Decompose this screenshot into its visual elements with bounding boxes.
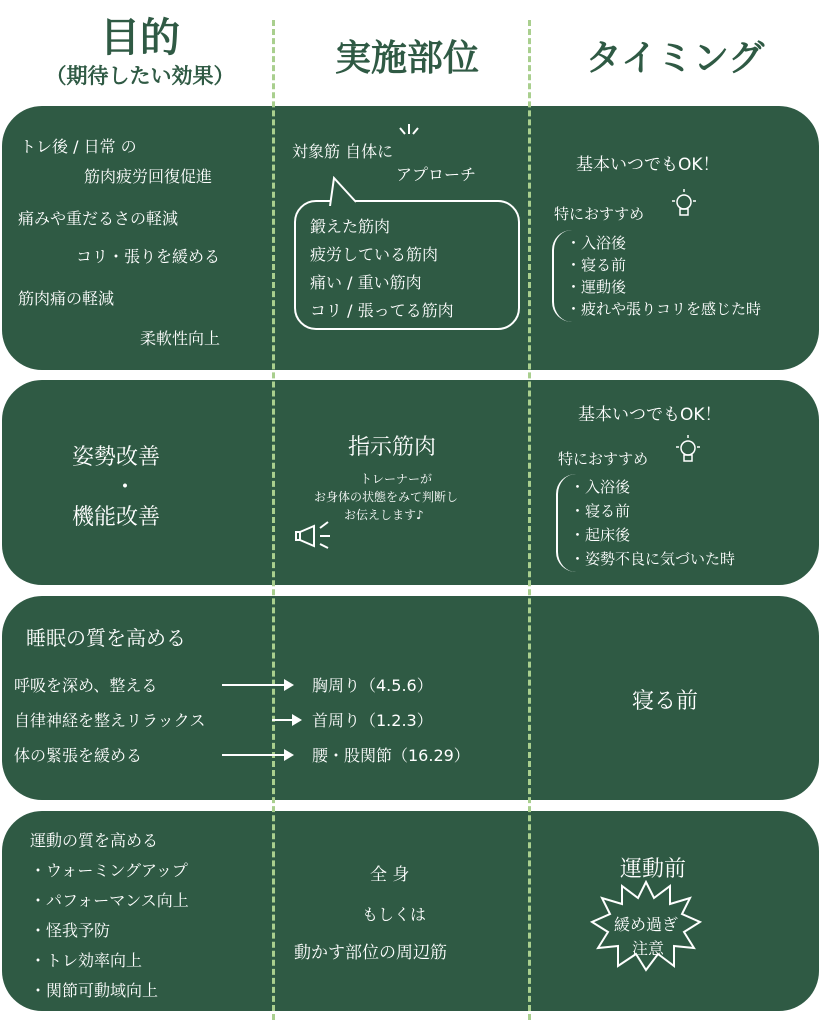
row2-purpose-2: 機能改善: [72, 505, 161, 530]
row3-right-1: 胸周り（4.5.6）: [312, 676, 433, 695]
header-timing: タイミング: [585, 38, 765, 79]
header-area: 実施部位: [334, 38, 479, 79]
row4-title: 運動の質を高める: [30, 831, 159, 850]
row1-purpose-2: 筋肉疲労回復促進: [84, 167, 213, 186]
row2-timing-item-1: ・入浴後: [570, 478, 631, 496]
row3-left-1: 呼吸を深め、整える: [14, 676, 158, 695]
row1-area-line1: 対象筋 自体に: [292, 142, 394, 161]
row1-area-item-1: 鍛えた筋肉: [310, 217, 391, 236]
row2-timing-item-2: ・寝る前: [570, 502, 631, 520]
row4-item-3: ・怪我予防: [30, 921, 111, 940]
row1-purpose-4: コリ・張りを緩める: [76, 247, 221, 266]
row1-timing-item-2: ・寝る前: [566, 256, 627, 274]
arrow-icon: [272, 719, 300, 721]
row1-timing-rec: 特におすすめ: [554, 205, 645, 223]
header-purpose-sub: （期待したい効果）: [45, 64, 235, 88]
row4-burst-1: 緩め過ぎ: [614, 915, 679, 934]
row4-area-2: もしくは: [362, 905, 427, 924]
row4-area-3: 動かす部位の周辺筋: [294, 943, 447, 963]
lightbulb-icon: [674, 434, 702, 466]
row1-purpose-1: トレ後 / 日常 の: [20, 137, 137, 156]
megaphone-icon: [294, 516, 338, 554]
speech-bubble-tail: [316, 176, 360, 206]
row2-area-note-1: トレーナーが: [360, 472, 433, 486]
row3-left-3: 体の緊張を緩める: [14, 746, 143, 765]
row2-area-note-2: お身体の状態をみて判断し: [314, 490, 459, 504]
sparkle-icon: [396, 122, 422, 140]
row1-timing-item-4: ・疲れや張りコリを感じた時: [566, 300, 762, 318]
row1-area-item-3: 痛い / 重い筋肉: [310, 273, 422, 292]
row4-timing: 運動前: [620, 857, 687, 882]
row1-purpose-6: 柔軟性向上: [140, 329, 221, 348]
lightbulb-icon: [670, 188, 698, 220]
row2-timing-title: 基本いつでもOK！: [578, 405, 722, 425]
row2-purpose-1: 姿勢改善: [72, 445, 161, 470]
row2-area-title: 指示筋肉: [348, 435, 437, 460]
arrow-icon: [222, 754, 292, 756]
column-divider-right: [528, 20, 531, 1020]
row3-right-3: 腰・股関節（16.29）: [312, 746, 470, 765]
row4-item-2: ・パフォーマンス向上: [30, 891, 189, 910]
row1-timing-title: 基本いつでもOK！: [576, 155, 720, 175]
row3-timing: 寝る前: [632, 689, 699, 714]
row2-timing-item-3: ・起床後: [570, 526, 631, 544]
row2-timing-item-4: ・姿勢不良に気づいた時: [570, 550, 736, 568]
column-divider-left: [272, 20, 275, 1020]
row2-timing-rec: 特におすすめ: [558, 450, 649, 468]
row1-timing-item-3: ・運動後: [566, 278, 627, 296]
row4-area-1: 全 身: [370, 865, 410, 885]
row2-area-note-3: お伝えします♪: [344, 508, 424, 522]
header-purpose: 目的: [100, 15, 180, 61]
row3-left-2: 自律神経を整えリラックス: [14, 711, 206, 730]
row3-title: 睡眠の質を高める: [26, 626, 186, 650]
row4-item-5: ・関節可動域向上: [30, 981, 159, 1000]
row1-area-item-4: コリ / 張ってる筋肉: [310, 301, 454, 320]
row4-burst-2: 注意: [632, 939, 665, 958]
row1-timing-item-1: ・入浴後: [566, 234, 627, 252]
row4-item-4: ・トレ効率向上: [30, 951, 143, 970]
arrow-icon: [222, 684, 292, 686]
row2-purpose-dot: ・: [114, 475, 137, 500]
row1-area-item-2: 疲労している筋肉: [310, 245, 439, 264]
row4-item-1: ・ウォーミングアップ: [30, 861, 188, 880]
row3-right-2: 首周り（1.2.3）: [312, 711, 433, 730]
row1-purpose-3: 痛みや重だるさの軽減: [18, 209, 179, 228]
row1-purpose-5: 筋肉痛の軽減: [18, 289, 115, 308]
row1-area-line2: アプローチ: [396, 165, 477, 184]
